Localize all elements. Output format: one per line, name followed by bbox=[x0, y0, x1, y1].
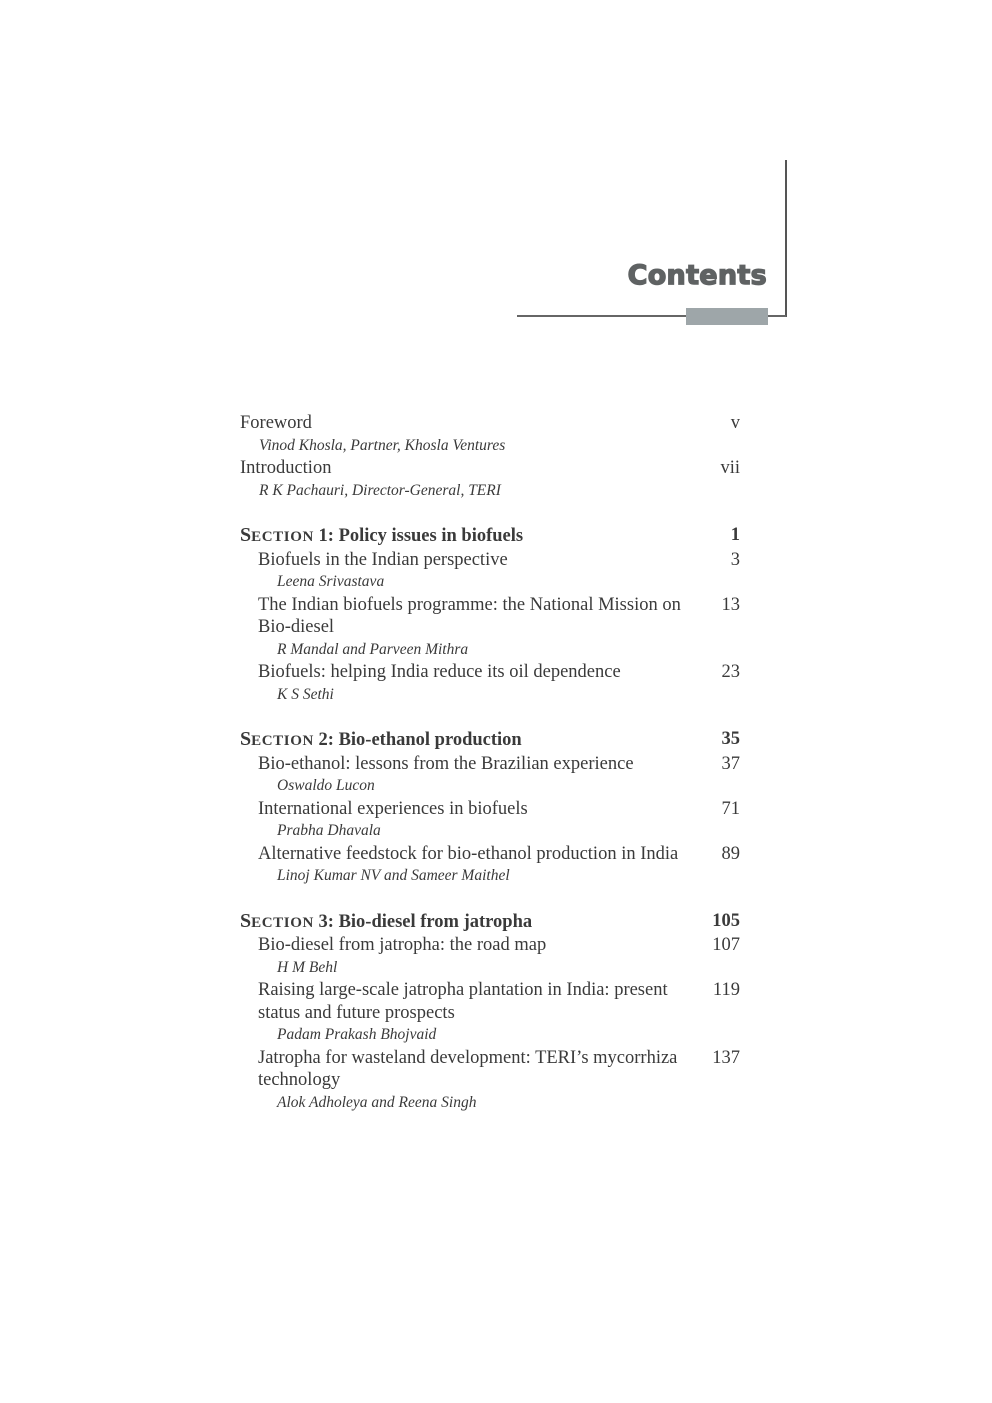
toc-entry-chapter[interactable] bbox=[240, 549, 740, 572]
entry-title: Jatropha for wasteland development: TERI’s mycorrhiza technology bbox=[258, 1047, 678, 1090]
toc-entry-foreword[interactable] bbox=[240, 412, 740, 435]
entry-title: Biofuels: helping India reduce its oil dependence bbox=[258, 662, 621, 682]
entry-page: v bbox=[730, 413, 740, 433]
entry-author: Oswaldo Lucon bbox=[277, 777, 375, 794]
section-label-initial: S bbox=[240, 728, 252, 750]
section-heading-3[interactable] bbox=[240, 910, 740, 935]
entry-title: Biofuels in the Indian perspective bbox=[258, 549, 508, 570]
toc-entry-chapter[interactable] bbox=[240, 843, 740, 866]
entry-page: vii bbox=[720, 458, 740, 478]
entry-author: Alok Adholeya and Reena Singh bbox=[277, 1093, 477, 1111]
toc-entry-chapter[interactable] bbox=[240, 661, 740, 684]
toc-entry-chapter[interactable] bbox=[240, 798, 740, 821]
section-heading-2[interactable] bbox=[240, 728, 740, 753]
section-title: 1: Policy issues in biofuels bbox=[318, 526, 524, 546]
toc-entry-chapter[interactable] bbox=[240, 979, 740, 1024]
entry-author: R Mandal and Parveen Mithra bbox=[277, 640, 469, 658]
toc-entry-chapter[interactable] bbox=[240, 934, 740, 957]
entry-page: 89 bbox=[721, 843, 740, 864]
section-page: 1 bbox=[730, 525, 740, 545]
section-label-initial: S bbox=[240, 524, 252, 546]
entry-page: 3 bbox=[730, 549, 740, 570]
entry-page: 71 bbox=[721, 798, 740, 819]
toc-entry-chapter[interactable] bbox=[240, 1047, 740, 1092]
section-label-rest: ECTION bbox=[251, 529, 314, 545]
entry-title: Bio-diesel from jatropha: the road map bbox=[258, 935, 547, 955]
entry-author: Leena Srivastava bbox=[277, 573, 385, 590]
section-label-rest: ECTION bbox=[251, 733, 314, 749]
entry-page: 107 bbox=[712, 935, 740, 955]
entry-author: Padam Prakash Bhojvaid bbox=[277, 1026, 437, 1043]
section-page: 105 bbox=[712, 910, 740, 931]
section-title: 3: Bio-diesel from jatropha bbox=[318, 911, 533, 932]
entry-title: Foreword bbox=[240, 413, 312, 433]
entry-page: 137 bbox=[712, 1047, 740, 1068]
section-page: 35 bbox=[721, 729, 740, 749]
entry-title: Bio-ethanol: lessons from the Brazilian experience bbox=[258, 753, 634, 774]
table-of-contents bbox=[240, 412, 740, 1114]
entry-page: 119 bbox=[712, 980, 740, 1000]
entry-title: The Indian biofuels programme: the National Mission on Bio-diesel bbox=[258, 594, 681, 637]
toc-entry-introduction[interactable] bbox=[240, 457, 740, 480]
section-label-rest: ECTION bbox=[251, 914, 314, 931]
entry-title: Introduction bbox=[240, 458, 332, 478]
entry-author: Linoj Kumar NV and Sameer Maithel bbox=[277, 867, 510, 884]
entry-title: Alternative feedstock for bio-ethanol production in India bbox=[258, 843, 679, 864]
decorative-grey-bar bbox=[686, 308, 768, 325]
entry-page: 23 bbox=[721, 662, 740, 682]
section-title: 2: Bio-ethanol production bbox=[318, 730, 522, 750]
section-heading-1[interactable] bbox=[240, 524, 740, 549]
page-title: Contents bbox=[627, 260, 767, 291]
entry-author: R K Pachauri, Director-General, TERI bbox=[259, 481, 501, 499]
entry-author: K S Sethi bbox=[277, 685, 334, 703]
decorative-vertical-rule bbox=[785, 160, 787, 317]
entry-author: Vinod Khosla, Partner, Khosla Ventures bbox=[259, 436, 506, 454]
entry-title: Raising large-scale jatropha plantation in India: present status and future prospects bbox=[258, 980, 668, 1023]
entry-author: Prabha Dhavala bbox=[277, 822, 381, 839]
toc-entry-chapter[interactable] bbox=[240, 753, 740, 776]
entry-page: 13 bbox=[721, 594, 740, 615]
toc-entry-chapter[interactable] bbox=[240, 594, 740, 639]
entry-page: 37 bbox=[721, 753, 740, 774]
section-label-initial: S bbox=[240, 909, 252, 932]
entry-author: H M Behl bbox=[277, 958, 338, 976]
entry-title: International experiences in biofuels bbox=[258, 798, 528, 819]
